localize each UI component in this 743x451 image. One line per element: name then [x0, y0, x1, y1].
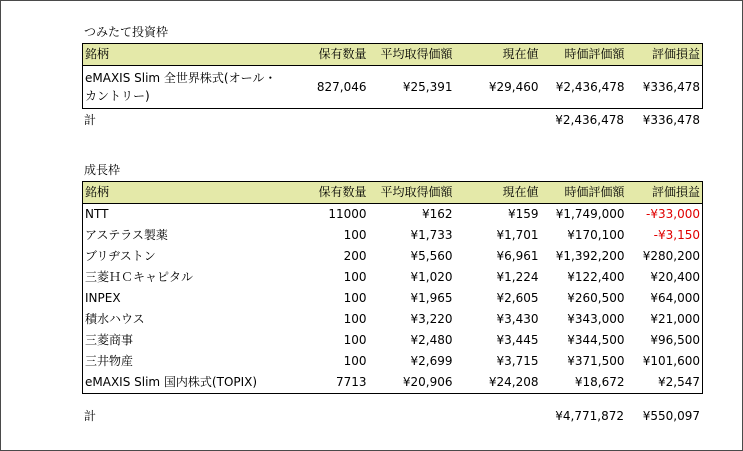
- header-name: 銘柄: [83, 44, 285, 66]
- total-label: 計: [84, 409, 97, 423]
- cell-qty: 100: [343, 291, 367, 305]
- cell-gain: -¥33,000: [627, 204, 703, 226]
- header-value: 時価評価額: [541, 44, 627, 66]
- cell-name: eMAXIS Slim 国内株式(TOPIX): [83, 372, 285, 394]
- cell-gain: ¥21,000: [627, 309, 703, 330]
- table-row: [83, 288, 703, 309]
- cell-avg: ¥1,965: [410, 291, 453, 305]
- cell-gain: ¥336,478: [627, 66, 703, 109]
- cell-qty: 100: [343, 312, 367, 326]
- cell-price: ¥2,605: [496, 291, 539, 305]
- header-row: [83, 182, 703, 204]
- cell-name: 三菱ＨＣキャピタル: [83, 267, 285, 288]
- header-price: 現在値: [455, 44, 541, 66]
- cell-value: ¥18,672: [541, 372, 627, 394]
- tsumitate-total: [82, 110, 702, 130]
- cell-avg: ¥1,020: [410, 270, 453, 284]
- cell-name: ブリヂストン: [83, 246, 285, 267]
- header-value: 時価評価額: [541, 182, 627, 204]
- cell-value: ¥343,000: [567, 312, 625, 326]
- cell-price: ¥1,701: [496, 228, 539, 242]
- cell-value: ¥170,100: [567, 228, 625, 242]
- cell-price: ¥3,715: [496, 354, 539, 368]
- table-row: [83, 351, 703, 372]
- seicho-total: [82, 406, 702, 426]
- cell-name: 三井物産: [83, 351, 285, 372]
- cell-price: ¥24,208: [455, 372, 541, 394]
- cell-avg: ¥162: [421, 207, 453, 221]
- cell-name: 三菱商事: [83, 330, 285, 351]
- header-avg: 平均取得価額: [369, 44, 455, 66]
- cell-value: ¥344,500: [567, 333, 625, 347]
- cell-name: NTT: [83, 204, 285, 226]
- cell-name: 積水ハウス: [83, 309, 285, 330]
- cell-price: ¥3,445: [496, 333, 539, 347]
- cell-gain: -¥3,150: [627, 225, 703, 246]
- table-row: [83, 204, 703, 226]
- cell-value: ¥371,500: [567, 354, 625, 368]
- cell-gain: ¥101,600: [627, 351, 703, 372]
- cell-value: ¥2,436,478: [541, 66, 627, 109]
- cell-gain: ¥280,200: [627, 246, 703, 267]
- header-name: 銘柄: [83, 182, 285, 204]
- total-gain: ¥336,478: [642, 113, 700, 127]
- cell-gain: ¥20,400: [627, 267, 703, 288]
- cell-qty: 827,046: [285, 66, 369, 109]
- cell-price: ¥1,224: [496, 270, 539, 284]
- cell-name: eMAXIS Slim 全世界株式(オール・カントリー): [83, 66, 285, 109]
- header-qty: 保有数量: [285, 44, 369, 66]
- table-row: [83, 225, 703, 246]
- cell-qty: 100: [343, 333, 367, 347]
- total-value: ¥2,436,478: [555, 113, 624, 127]
- cell-avg: ¥3,220: [410, 312, 453, 326]
- header-avg: 平均取得価額: [369, 182, 455, 204]
- cell-price: ¥6,961: [496, 249, 539, 263]
- total-label: 計: [84, 113, 97, 127]
- total-value: ¥4,771,872: [555, 409, 624, 423]
- total-gain: ¥550,097: [642, 409, 700, 423]
- cell-price: ¥3,430: [496, 312, 539, 326]
- header-gain: 評価損益: [627, 182, 703, 204]
- header-qty: 保有数量: [285, 182, 369, 204]
- cell-avg: ¥5,560: [410, 249, 453, 263]
- header-gain: 評価損益: [627, 44, 703, 66]
- cell-qty: 7713: [285, 372, 369, 394]
- cell-avg: ¥2,699: [410, 354, 453, 368]
- cell-value: ¥1,749,000: [555, 207, 625, 221]
- cell-value: ¥1,392,200: [555, 249, 625, 263]
- cell-gain: ¥64,000: [627, 288, 703, 309]
- cell-price: ¥159: [507, 207, 539, 221]
- seicho-table: [82, 181, 703, 394]
- cell-gain: ¥2,547: [627, 372, 703, 394]
- section-title-tsumitate: つみたて投資枠: [84, 25, 169, 39]
- table-row: [83, 330, 703, 351]
- cell-qty: 11000: [328, 207, 367, 221]
- cell-avg: ¥25,391: [369, 66, 455, 109]
- header-row: [83, 44, 703, 66]
- table-row: [83, 372, 703, 394]
- cell-qty: 100: [343, 270, 367, 284]
- cell-value: ¥122,400: [567, 270, 625, 284]
- cell-avg: ¥2,480: [410, 333, 453, 347]
- cell-value: ¥260,500: [567, 291, 625, 305]
- table-row: [83, 309, 703, 330]
- table-row: [83, 267, 703, 288]
- tsumitate-table: [82, 43, 703, 109]
- table-row: [83, 246, 703, 267]
- cell-gain: ¥96,500: [627, 330, 703, 351]
- cell-price: ¥29,460: [455, 66, 541, 109]
- cell-avg: ¥20,906: [369, 372, 455, 394]
- cell-avg: ¥1,733: [410, 228, 453, 242]
- table-row: [83, 66, 703, 109]
- section-title-seicho: 成長枠: [84, 163, 121, 177]
- header-price: 現在値: [455, 182, 541, 204]
- cell-name: INPEX: [83, 288, 285, 309]
- cell-qty: 200: [343, 249, 367, 263]
- cell-qty: 100: [343, 228, 367, 242]
- cell-name: アステラス製薬: [83, 225, 285, 246]
- cell-qty: 100: [343, 354, 367, 368]
